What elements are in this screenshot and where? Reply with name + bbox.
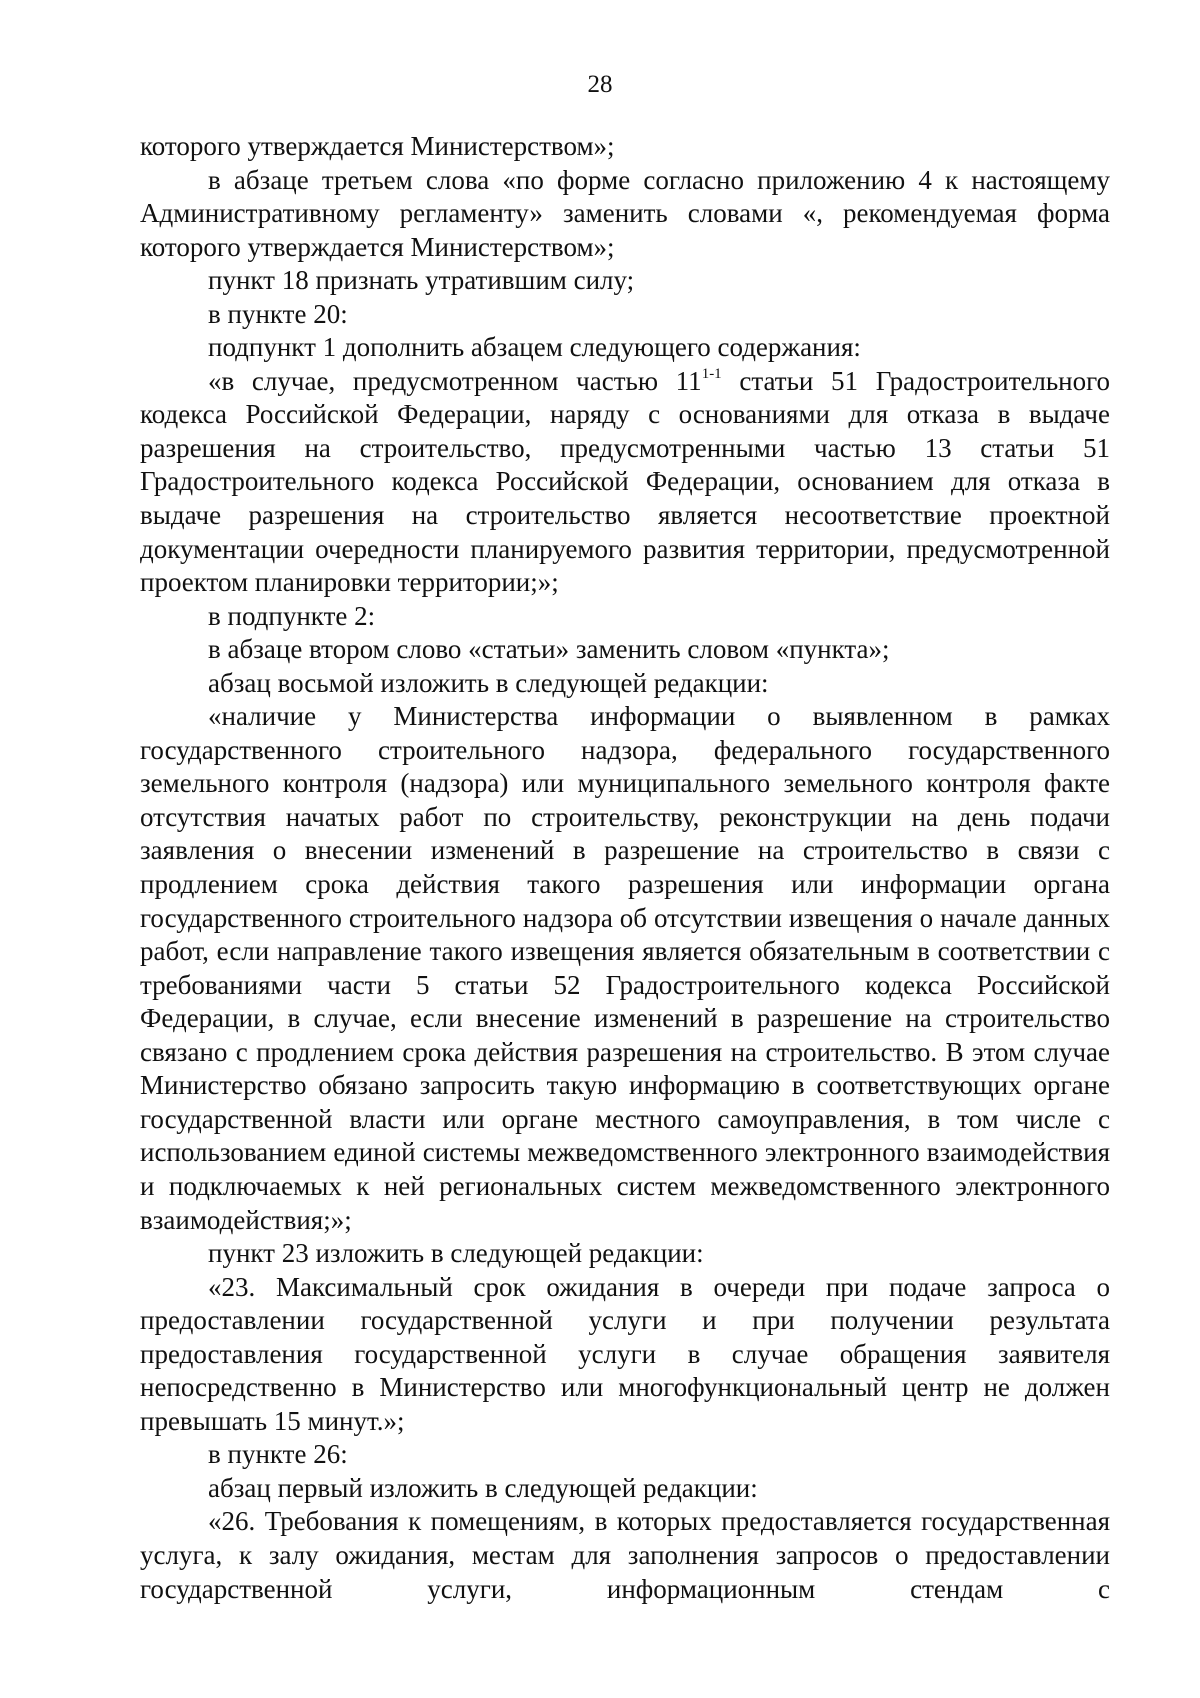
- paragraph: в пункте 20:: [208, 298, 348, 329]
- paragraph: которого утверждается Министерством»;: [140, 131, 615, 161]
- paragraph: в подпункте 2:: [208, 600, 376, 631]
- paragraph-text: статьи 51 Градостроительного кодекса Российской Федерации, наряду с основаниями для отказа в выдаче разрешения на строительство, предусмотренными частью 13 статьи 51 Градостроительного кодекса Российской Федерации, основанием для отказа в выдаче разрешения на строительство является несоответствие проектной документации очередности планируемого развития территории, предусмотренной проектом планировки территории;»;: [140, 365, 1110, 598]
- paragraph: в абзаце третьем слова «по форме согласно приложению 4 к настоящему Административному регламенту» заменить словами «, рекомендуемая форма которого утверждается Министерством»;: [140, 164, 1110, 262]
- paragraph: в абзаце втором слово «статьи» заменить словом «пункта»;: [208, 634, 890, 665]
- paragraph: пункт 18 признать утратившим силу;: [208, 265, 635, 296]
- paragraph: «23. Максимальный срок ожидания в очереди при подаче запроса о предоставлении государственной услуги и при получении результата предоставления государственной услуги в случае обращения заявителя непосредственно в Министерство или многофункциональный центр не должен превышать 15 минут.»;: [140, 1271, 1110, 1436]
- paragraph: абзац первый изложить в следующей редакции:: [208, 1472, 758, 1503]
- paragraph: абзац восьмой изложить в следующей редакции:: [208, 667, 769, 698]
- page-number: 28: [587, 71, 613, 98]
- document-body: [140, 130, 1110, 1606]
- paragraph: «наличие у Министерства информации о выявленном в рамках государственного строительного надзора, федерального государственного земельного контроля (надзора) или муниципального земельного контроля факте отсутствия начатых работ по строительству, реконструкции на день подачи заявления о внесении изменений в разрешение на строительство в связи с продлением срока действия такого разрешения или информации органа государственного строительного надзора об отсутствии извещения о начале данных работ, если направление такого извещения является обязательным в соответствии с требованиями части 5 статьи 52 Градостроительного кодекса Российской Федерации, в случае, если внесение изменений в разрешение на строительство связано с продлением срока действия разрешения на строительство. В этом случае Министерство обязано запросить такую информацию в соответствующих органе государственной власти или органе местного самоуправления, в том числе с использованием единой системы межведомственного электронного взаимодействия и подключаемых к ней региональных систем межведомственного электронного взаимодействия;»;: [140, 701, 1110, 1235]
- paragraph: подпункт 1 дополнить абзацем следующего содержания:: [208, 332, 861, 363]
- paragraph: в пункте 26:: [208, 1439, 348, 1470]
- paragraph: [140, 365, 1110, 600]
- superscript-index: 1-1: [701, 365, 722, 382]
- paragraph: «26. Требования к помещениям, в которых предоставляется государственная услуга, к залу ожидания, местам для заполнения запросов о предоставлении государственной услуги, информационным стендам с: [140, 1506, 1110, 1604]
- paragraph-text: «в случае, предусмотренном частью 11: [208, 365, 702, 396]
- paragraph: пункт 23 изложить в следующей редакции:: [208, 1238, 704, 1269]
